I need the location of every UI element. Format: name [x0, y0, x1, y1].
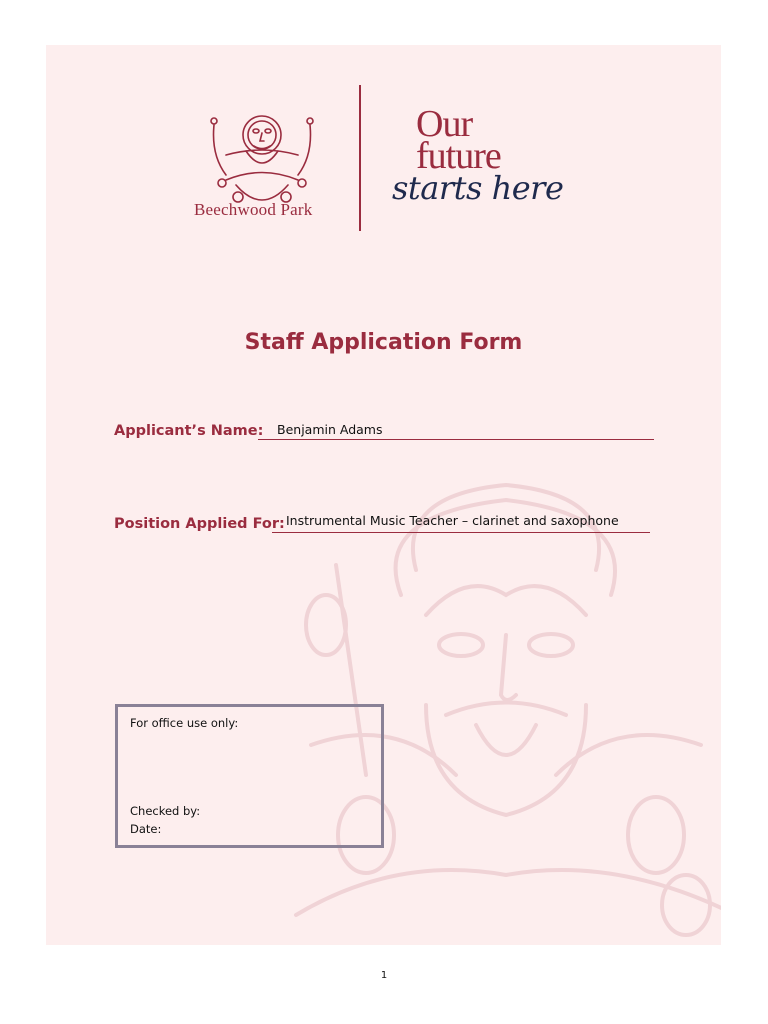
position-line[interactable] — [272, 532, 650, 533]
tagline-future: future — [416, 135, 501, 177]
logo-name: Beechwood Park — [194, 200, 313, 219]
position-label: Position Applied For: — [114, 516, 285, 532]
position-value[interactable]: Instrumental Music Teacher – clarinet and saxophone — [286, 513, 619, 528]
form-title: Staff Application Form — [244, 330, 523, 355]
logo-divider — [359, 85, 361, 231]
office-use-heading: For office use only: — [130, 716, 239, 730]
applicant-name-value[interactable]: Benjamin Adams — [277, 422, 383, 437]
date-label: Date: — [130, 822, 162, 836]
checked-by-label: Checked by: — [130, 804, 201, 818]
tagline-starts-here: starts here — [392, 169, 564, 207]
page-sheet — [46, 45, 721, 945]
office-use-box — [115, 704, 384, 848]
logo-crest-icon — [196, 85, 596, 245]
applicant-name-line[interactable] — [258, 439, 654, 440]
page-number: 1 — [380, 970, 388, 981]
applicant-name-label: Applicant’s Name: — [114, 423, 264, 439]
tagline-our: Our — [416, 103, 473, 145]
